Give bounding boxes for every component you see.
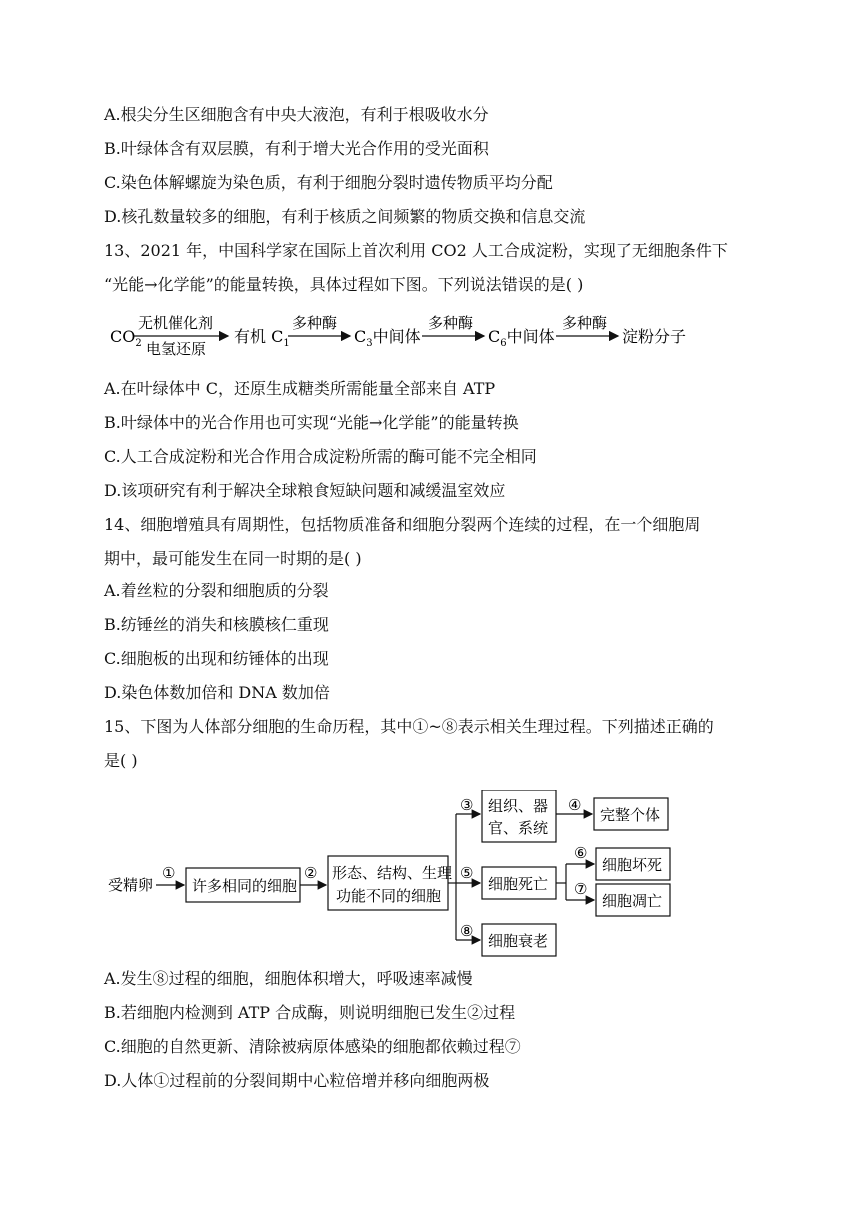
tissues-organs-line2: 官、系统 <box>488 819 549 837</box>
q14-option-c: C.细胞板的出现和纺锤体的出现 <box>104 649 329 668</box>
q12-option-b: B.叶绿体含有双层膜，有利于增大光合作用的受光面积 <box>104 139 489 158</box>
cell-aging-label: 细胞衰老 <box>488 932 549 950</box>
step3-symbol: ③ <box>460 796 474 814</box>
co2-label: $CO_2$ <box>110 327 142 349</box>
starch-molecule-label: 淀粉分子 <box>622 327 687 346</box>
q13-option-b: B.叶绿体中的光合作用也可实现“光能→化学能”的能量转换 <box>104 413 519 432</box>
many-identical-cells-label: 许多相同的细胞 <box>192 877 298 895</box>
starch-synthesis-diagram <box>100 312 700 360</box>
arrow1-bottom-label: 电氢还原 <box>146 340 207 358</box>
step1-symbol: ① <box>162 864 176 882</box>
step7-symbol: ⑦ <box>574 880 588 898</box>
q14-stem-line2: 期中，最可能发生在同一时期的是( ) <box>104 549 362 568</box>
step8-symbol: ⑧ <box>460 922 474 940</box>
arrow2-top-label: 多种酶 <box>292 314 338 332</box>
differentiated-cells-line1: 形态、结构、生理 <box>332 864 453 882</box>
q14-option-a: A.着丝粒的分裂和细胞质的分裂 <box>104 581 329 600</box>
q15-option-b: B.若细胞内检测到 ATP 合成酶，则说明细胞已发生②过程 <box>104 1003 516 1022</box>
cell-apoptosis-label: 细胞凋亡 <box>602 892 663 910</box>
q15-stem-line1: 15、下图为人体部分细胞的生命历程，其中①~⑧表示相关生理过程。下列描述正确的 <box>104 717 714 736</box>
tissues-organs-line1: 组织、器 <box>488 797 549 815</box>
step5-symbol: ⑤ <box>460 864 474 882</box>
fertilized-egg-label: 受精卵 <box>108 876 154 894</box>
cell-life-history-diagram <box>104 790 684 960</box>
cell-necrosis-label: 细胞坏死 <box>602 856 663 874</box>
q15-stem-line2: 是( ) <box>104 751 138 770</box>
step2-symbol: ② <box>304 864 318 882</box>
q14-option-d: D.染色体数加倍和 DNA 数加倍 <box>104 683 330 702</box>
cell-death-label: 细胞死亡 <box>488 875 549 893</box>
c6-intermediate-label: $C_6$中间体 <box>488 327 555 349</box>
arrow4-top-label: 多种酶 <box>562 314 608 332</box>
q15-option-c: C.细胞的自然更新、清除被病原体感染的细胞都依赖过程⑦ <box>104 1037 521 1056</box>
q12-option-c: C.染色体解螺旋为染色质，有利于细胞分裂时遗传物质平均分配 <box>104 173 553 192</box>
c3-intermediate-label: $C_3$中间体 <box>354 327 421 349</box>
step6-symbol: ⑥ <box>574 844 588 862</box>
arrow1-top-label: 无机催化剂 <box>138 314 214 332</box>
organic-c1-label: 有机 $C_1$ <box>234 327 290 349</box>
q13-stem-line2: “光能→化学能”的能量转换，具体过程如下图。下列说法错误的是( ) <box>104 275 584 294</box>
q12-option-a: A.根尖分生区细胞含有中央大液泡，有利于根吸收水分 <box>104 105 489 124</box>
q13-option-c: C.人工合成淀粉和光合作用合成淀粉所需的酶可能不完全相同 <box>104 447 537 466</box>
q14-option-b: B.纺锤丝的消失和核膜核仁重现 <box>104 615 329 634</box>
q13-stem-line1: 13、2021 年，中国科学家在国际上首次利用 CO2 人工合成淀粉，实现了无细胞条件下 <box>104 241 728 260</box>
q13-option-a: A.在叶绿体中 C，还原生成糖类所需能量全部来自 ATP <box>104 379 496 398</box>
step4-symbol: ④ <box>568 796 582 814</box>
q13-option-d: D.该项研究有利于解决全球粮食短缺问题和减缓温室效应 <box>104 481 506 500</box>
q15-option-d: D.人体①过程前的分裂间期中心粒倍增并移向细胞两极 <box>104 1071 490 1090</box>
q15-option-a: A.发生⑧过程的细胞，细胞体积增大，呼吸速率减慢 <box>104 969 473 988</box>
differentiated-cells-line2: 功能不同的细胞 <box>336 887 442 905</box>
q12-option-d: D.核孔数量较多的细胞，有利于核质之间频繁的物质交换和信息交流 <box>104 207 586 226</box>
q14-stem-line1: 14、细胞增殖具有周期性，包括物质准备和细胞分裂两个连续的过程，在一个细胞周 <box>104 515 701 534</box>
complete-individual-label: 完整个体 <box>600 806 661 824</box>
arrow3-top-label: 多种酶 <box>428 314 474 332</box>
